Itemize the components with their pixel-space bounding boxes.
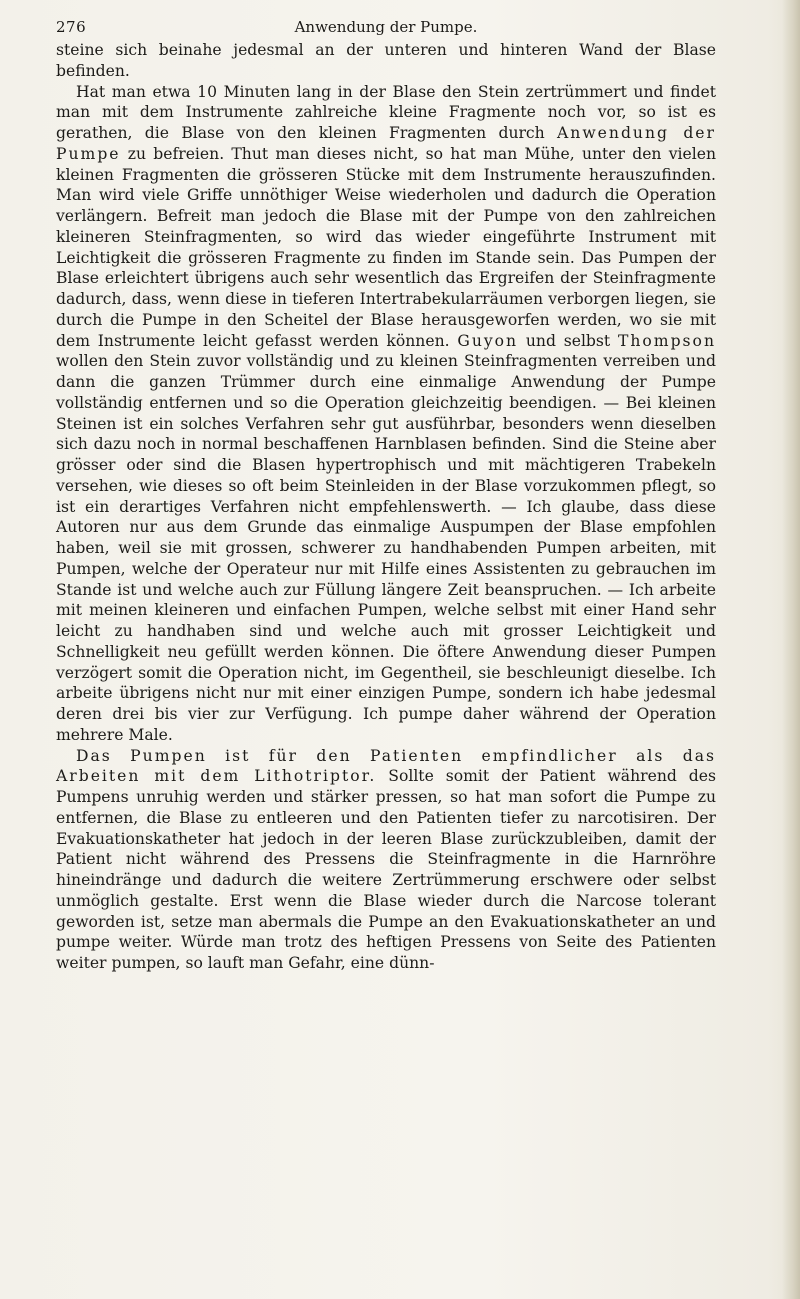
running-header xyxy=(56,14,716,38)
paragraph xyxy=(56,82,716,746)
paragraph-text: und selbst xyxy=(518,331,618,350)
paragraph-text: Sollte somit der Patient während des Pumpens unruhig werden und stärker pressen, so hat man sofort die Pumpe zu entfernen, die Blase zu entleeren und den Patienten tiefer zu narcotisiren. Der Evakuationskatheter hat jedoch in der leeren Blase zurückzubleiben, damit der Patient nicht während des Pressens die Steinfragmente in die Harnröhre hineindränge und dadurch die weitere Zertrümmerung erschwere oder selbst unmöglich gestalte. Erst wenn die Blase wieder durch die Narcose tolerant geworden ist, setze man abermals die Pumpe an den Evakuationskatheter an und pumpe weiter. Würde man trotz des heftigen Pressens von Seite des Patienten weiter pumpen, so lauft man Gefahr, eine dünn- xyxy=(56,767,716,972)
page-edge-shadow xyxy=(782,0,800,1299)
paragraph xyxy=(56,40,716,82)
author-name-guyon: Guyon xyxy=(457,331,519,350)
author-name-thompson: Thompson xyxy=(617,331,716,350)
running-title: Anwendung der Pumpe. xyxy=(294,18,478,36)
emphasized-sentence: Das Pumpen ist für den Patienten empfindlicher als das Arbeiten mit dem Lithotriptor. xyxy=(56,746,716,786)
paragraph-text: wollen den Stein zuvor vollständig und zu kleinen Steinfragmenten verreiben und dann die ganzen Trümmer durch eine einmalige Anwendung der Pumpe vollständig entfernen und so die Operation gleichzeitig beendigen. — Bei kleinen Steinen ist ein solches Verfahren sehr gut ausführbar, besonders wenn dieselben sich dazu noch in normal beschaffenen Harnblasen befinden. Sind die Steine aber grösser oder sind die Blasen hypertrophisch und mit mächtigeren Trabekeln versehen, wie dieses so oft beim Steinleiden in der Blase vorzukommen pflegt, so ist ein derartiges Verfahren nicht empfehlenswerth. — Ich glaube, dass diese Autoren nur aus dem Grunde das einmalige Auspumpen der Blase empfohlen haben, weil sie mit grossen, schwerer zu handhabenden Pumpen arbeiten, mit Pumpen, welche der Operateur nur mit Hilfe eines Assistenten zu gebrauchen im Stande ist und welche auch zur Füllung längere Zeit beanspruchen. — Ich arbeite mit meinen kleineren und einfachen Pumpen, welche selbst mit einer Hand sehr leicht zu handhaben sind und welche auch mit grosser Leichtigkeit und Schnelligkeit neu gefüllt werden können. Die öftere Anwendung dieser Pumpen verzögert somit die Operation nicht, im Gegentheil, sie beschleunigt dieselbe. Ich arbeite übrigens nicht nur mit einer einzigen Pumpe, sondern ich habe jedesmal deren drei bis vier zur Verfügung. Ich pumpe daher während der Operation mehrere Male. xyxy=(56,352,716,744)
paragraph xyxy=(56,746,716,974)
emphasized-phrase: Anwendung der Pumpe xyxy=(56,124,716,163)
page-number: 276 xyxy=(56,18,87,36)
paragraph-text: steine sich beinahe jedesmal an der unteren und hinteren Wand der Blase befinden. xyxy=(56,41,716,80)
paragraph-text: zu befreien. Thut man dieses nicht, so hat man Mühe, unter den vielen kleinen Fragmenten die grösseren Stücke mit dem Instrumente herauszufinden. Man wird viele Griffe unnöthiger Weise wiederholen und dadurch die Operation verlängern. Befreit man jedoch die Blase mit der Pumpe von den zahlreichen kleineren Steinfragmenten, so wird das wieder eingeführte Instrument mit Leichtigkeit die grösseren Fragmente zu finden im Stande sein. Das Pumpen der Blase erleichtert übrigens auch sehr wesentlich das Ergreifen der Steinfragmente dadurch, dass, wenn diese in tieferen Intertrabekularräumen verborgen liegen, sie durch die Pumpe in den Scheitel der Blase herausgeworfen werden, wo sie mit dem Instrumente leicht gefasst werden können. xyxy=(56,144,716,350)
body-text xyxy=(56,40,716,974)
paragraph-text: Hat man etwa 10 Minuten lang in der Blase den Stein zertrümmert und findet man mit dem Instrumente zahlreiche kleine Fragmente noch vor, so ist es gerathen, die Blase von den kleinen Fragmenten durch xyxy=(56,82,716,142)
